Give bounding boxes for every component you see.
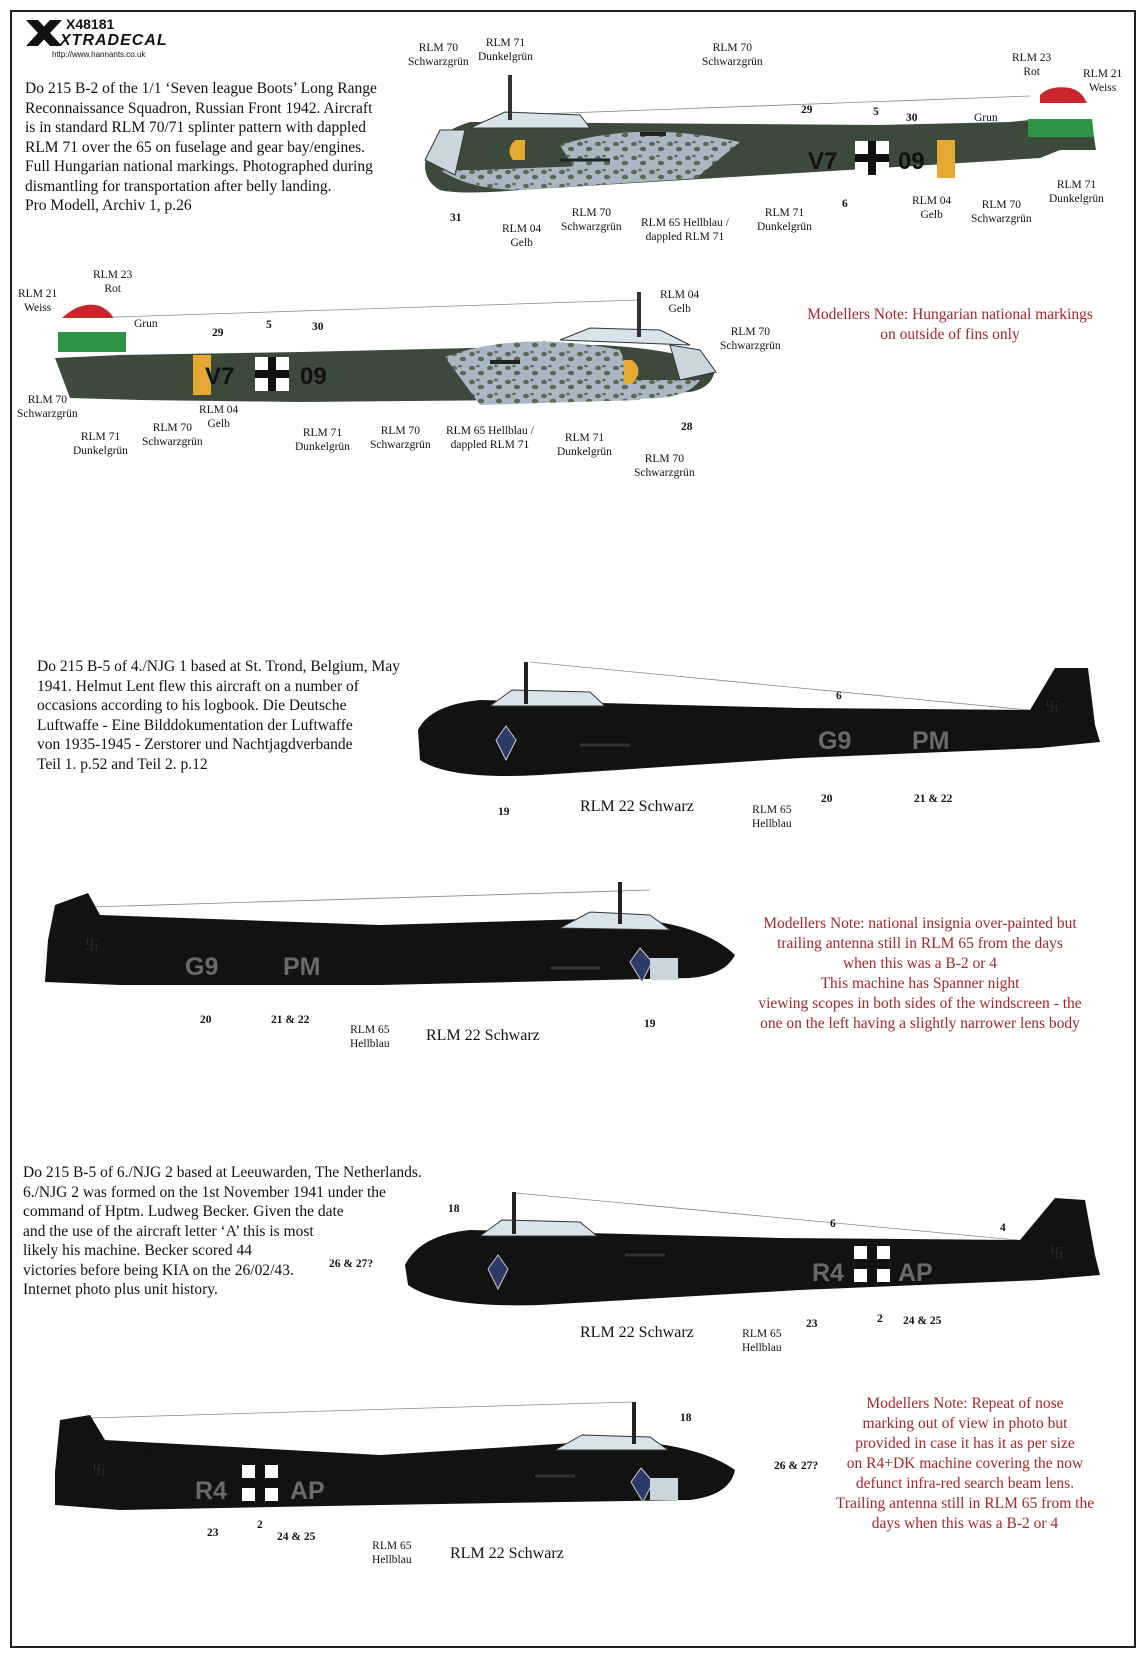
a1l-code-left: V7 [205,363,235,390]
a3r-num-23: 23 [806,1318,818,1330]
a1l-label-3: Grun [134,318,158,330]
brand-url[interactable]: http://www.hannants.co.uk [52,50,146,59]
a1l-num-28: 28 [681,421,693,433]
a2r-hellblau-label: RLM 65 Hellblau [752,804,792,830]
a1r-label-1: RLM 70 Schwarzgrün [408,42,469,68]
a1l-label-2: RLM 21 Weiss [18,288,58,314]
a3l-paint-label: RLM 22 Schwarz [450,1545,564,1562]
a3l-num-4: 4 [141,1446,147,1458]
a1l-label-4: RLM 04 Gelb [660,289,700,315]
svg-text:卐: 卐 [1050,1247,1064,1262]
a1l-label-5: RLM 70 Schwarzgrün [720,326,781,352]
a3r-num-24-25: 24 & 25 [903,1315,942,1327]
a2l-num-19: 19 [644,1018,656,1030]
a2l-hellblau-label: RLM 65 Hellblau [350,1024,390,1050]
a2l-num-21-22: 21 & 22 [271,1014,310,1026]
a1r-label-13: RLM 71 Dunkelgrün [1049,179,1104,205]
aircraft3-modellers-note: Modellers Note: Repeat of nose marking out of view in photo but provided in case it has it as per size on R4+DK machine covering the now defunct infra-red search beam lens. Trailing antenna still in RLM 65 from the days when this was a B-2 or 4 [835,1395,1095,1532]
a3r-code-right: AP [898,1259,933,1287]
a2r-paint-label: RLM 22 Schwarz [580,798,694,815]
a1r-num-29: 29 [801,104,813,116]
aircraft3-right-view [405,1192,1100,1305]
a1r-label-7: RLM 04 Gelb [502,223,542,249]
a3r-num-6: 6 [830,1218,836,1230]
a1l-num-29: 29 [212,327,224,339]
a1l-label-12: RLM 65 Hellblau / dappled RLM 71 [446,425,534,451]
aircraft1-right-view [425,75,1096,193]
a3l-code-right: AP [290,1477,325,1505]
a3l-num-18: 18 [680,1412,692,1424]
a1r-label-6: Grun [974,112,998,124]
a3l-num-26-27: 26 & 27? [774,1460,819,1472]
a2l-code-right: PM [283,953,321,981]
a1l-label-1: RLM 23 Rot [93,269,133,295]
a2l-code-left: G9 [185,953,219,981]
a1l-num-5: 5 [266,319,272,331]
a1r-label-8: RLM 70 Schwarzgrün [561,207,622,233]
a1l-label-9: RLM 04 Gelb [199,404,239,430]
aircraft2-right-view [418,662,1100,776]
a3r-hellblau-label: RLM 65 Hellblau [742,1328,782,1354]
a3l-code-left: R4 [195,1477,227,1505]
a3r-num-4: 4 [1000,1222,1006,1234]
aircraft2-modellers-note: Modellers Note: national insignia over-painted but trailing antenna still in RLM 65 from the days when this was a B-2 or 4 This machine has Spanner night viewing scopes in both sides of the windscreen - the one on the left having a slightly narrower lens body [758,915,1082,1032]
a1r-num-6: 6 [842,198,848,210]
a1r-label-9: RLM 65 Hellblau / dappled RLM 71 [641,217,729,243]
a1l-label-8: RLM 70 Schwarzgrün [142,422,203,448]
a2l-paint-label: RLM 22 Schwarz [426,1027,540,1044]
aircraft1-description: Do 215 B-2 of the 1/1 ‘Seven league Boots’ Long Range Reconnaissance Squadron, Russian Front 1942. Aircraft is in standard RLM 70/71 splinter pattern with dappled RLM 71 over the 65 on fuselage and gear bay/engines. Full Hungarian national markings. Photographed during dismantling for transportation after belly landing. Pro Modell, Archiv 1, p.26 [25,80,377,214]
a3r-code-left: R4 [812,1259,844,1287]
a2r-num-6: 6 [836,690,842,702]
aircraft2-description: Do 215 B-5 of 4./NJG 1 based at St. Trond, Belgium, May 1941. Helmut Lent flew this aircraft on a number of occasions according to his logbook. Die Deutsche Luftwaffe - Eine Bilddokumentation der Luftwaffe von 1935-1945 - Zerstorer und Nachtjagdverbande Teil 1. p.52 and Teil 2. p.12 [37,658,400,773]
a1l-label-10: RLM 71 Dunkelgrün [295,427,350,453]
aircraft1-left-view [55,292,716,405]
a3r-num-26-27: 26 & 27? [329,1258,374,1270]
a1r-num-30: 30 [906,112,918,124]
product-code: X48181 [66,16,115,32]
a2r-num-20: 20 [821,793,833,805]
a1l-label-14: RLM 70 Schwarzgrün [634,453,695,479]
brand-name: XTRADECAL [60,32,168,49]
a1l-label-13: RLM 71 Dunkelgrün [557,432,612,458]
a3l-num-23: 23 [207,1527,219,1539]
a1r-label-3: RLM 70 Schwarzgrün [702,42,763,68]
a1r-label-12: RLM 70 Schwarzgrün [971,199,1032,225]
svg-text:卐: 卐 [85,939,99,954]
a1r-code-right: 09 [898,148,925,175]
a2r-num-21-22: 21 & 22 [914,793,953,805]
a1r-label-2: RLM 71 Dunkelgrün [478,37,533,63]
a2l-num-20: 20 [200,1014,212,1026]
a2r-code-left: G9 [818,727,852,755]
a1r-label-5: RLM 21 Weiss [1083,68,1123,94]
a1r-code-left: V7 [808,148,838,175]
aircraft3-left-view [55,1402,735,1510]
a1r-label-4: RLM 23 Rot [1012,52,1052,78]
aircraft3-description: Do 215 B-5 of 6./NJG 2 based at Leeuwarden, The Netherlands. 6./NJG 2 was formed on the 1st November 1941 under the command of Hptm. Ludweg Becker. Given the date and the use of the aircraft letter ‘A’ this is most likely his machine. Becker scored 44 victories before being KIA on the 26/02/43. Internet photo plus unit history. [23,1164,422,1298]
a1l-label-7: RLM 71 Dunkelgrün [73,431,128,457]
a3l-num-24-25: 24 & 25 [277,1531,316,1543]
aircraft2-left-view [45,882,735,985]
a1r-num-31: 31 [450,212,462,224]
aircraft1-modellers-note: Modellers Note: Hungarian national markings on outside of fins only [807,306,1093,343]
a1l-num-30: 30 [312,321,324,333]
a1r-label-10: RLM 71 Dunkelgrün [757,207,812,233]
a3l-hellblau-label: RLM 65 Hellblau [372,1540,412,1566]
a3r-num-2: 2 [877,1313,883,1325]
a1l-label-11: RLM 70 Schwarzgrün [370,425,431,451]
a1l-label-6: RLM 70 Schwarzgrün [17,394,78,420]
a2r-num-19: 19 [498,806,510,818]
a1l-code-right: 09 [300,363,327,390]
a3r-paint-label: RLM 22 Schwarz [580,1324,694,1341]
a3r-num-18: 18 [448,1203,460,1215]
svg-text:卐: 卐 [92,1464,106,1479]
a3l-num-2: 2 [257,1519,263,1531]
a2r-code-right: PM [912,727,950,755]
a1r-num-5: 5 [873,106,879,118]
a1r-label-11: RLM 04 Gelb [912,195,952,221]
svg-text:卐: 卐 [1045,701,1059,716]
